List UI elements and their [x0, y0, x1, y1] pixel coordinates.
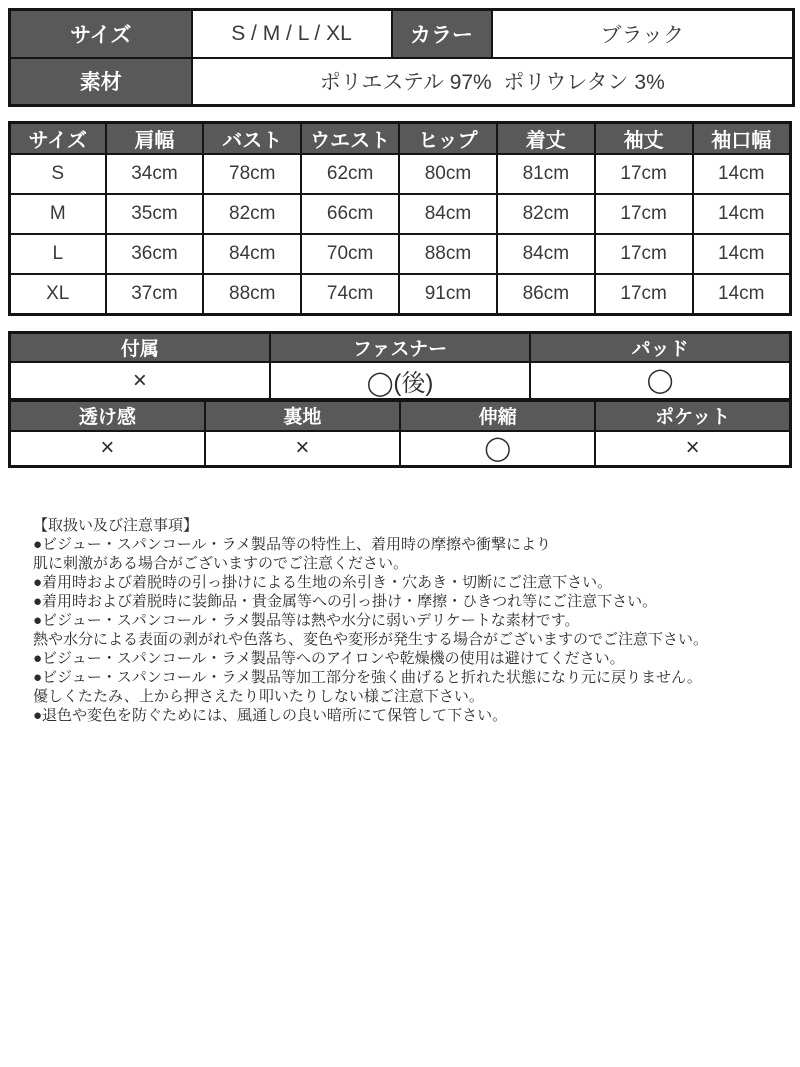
cell: 14cm: [693, 194, 791, 234]
col-header-shoulder: 肩幅: [106, 123, 204, 155]
header-pocket: ポケット: [595, 401, 790, 431]
note-line: ●着用時および着脱時の引っ掛けによる生地の糸引き・穴あき・切断にご注意下さい。: [33, 574, 613, 591]
header-fastener: ファスナー: [270, 332, 530, 362]
header-lining: 裏地: [205, 401, 400, 431]
cell: 17cm: [595, 274, 693, 314]
material-value-cell: ポリエステル 97% ポリウレタン 3%: [192, 58, 794, 106]
table-row-size-l: [10, 234, 791, 274]
value-lining: ×: [205, 431, 400, 467]
cell: 78cm: [203, 154, 301, 194]
cell: M: [10, 194, 106, 234]
header-pad: パッド: [530, 332, 790, 362]
color-value-cell: ブラック: [492, 10, 794, 58]
features2-header-row: [10, 401, 791, 431]
cell: 82cm: [203, 194, 301, 234]
cell: 91cm: [399, 274, 497, 314]
note-line: ●ビジュー・スパンコール・ラメ製品等の特性上、着用時の摩擦や衝撃により: [33, 536, 552, 553]
features1-value-row: [10, 362, 791, 400]
cell: 86cm: [497, 274, 595, 314]
col-header-length: 着丈: [497, 123, 595, 155]
size-label-cell: サイズ: [10, 10, 192, 58]
value-fastener: ◯(後): [270, 362, 530, 400]
spec-row-size-color: [10, 10, 794, 58]
size-value-cell: S / M / L / XL: [192, 10, 392, 58]
col-header-size: サイズ: [10, 123, 106, 155]
cell: 84cm: [497, 234, 595, 274]
note-line: ●退色や変色を防ぐためには、風通しの良い暗所にて保管して下さい。: [33, 707, 508, 724]
care-notes: [8, 516, 792, 725]
col-header-waist: ウエスト: [301, 123, 399, 155]
value-pad: ◯: [530, 362, 790, 400]
measurements-header-row: [10, 123, 791, 155]
value-sheerness: ×: [10, 431, 205, 467]
note-line: ●ビジュー・スパンコール・ラメ製品等へのアイロンや乾燥機の使用は避けてください。: [33, 650, 625, 667]
col-header-hip: ヒップ: [399, 123, 497, 155]
color-label-cell: カラー: [392, 10, 492, 58]
header-stretch: 伸縮: [400, 401, 595, 431]
cell: 14cm: [693, 154, 791, 194]
cell: 35cm: [106, 194, 204, 234]
table-row-size-xl: [10, 274, 791, 314]
note-line: 優しくたたみ、上から押さえたり叩いたりしない様ご注意下さい。: [33, 688, 484, 705]
cell: 66cm: [301, 194, 399, 234]
value-pocket: ×: [595, 431, 790, 467]
note-line: ●ビジュー・スパンコール・ラメ製品等加工部分を強く曲げると折れた状態になり元に戻りません。: [33, 669, 702, 686]
cell: 17cm: [595, 194, 693, 234]
features-table-1: [8, 331, 792, 402]
care-notes-title: 【取扱い及び注意事項】: [33, 517, 199, 534]
value-accessory: ×: [10, 362, 270, 400]
cell: S: [10, 154, 106, 194]
cell: 17cm: [595, 234, 693, 274]
header-sheerness: 透け感: [10, 401, 205, 431]
table-row-size-s: [10, 154, 791, 194]
cell: L: [10, 234, 106, 274]
note-line: 肌に刺激がある場合がございますのでご注意ください。: [33, 555, 409, 572]
cell: 14cm: [693, 274, 791, 314]
cell: 34cm: [106, 154, 204, 194]
table-row-size-m: [10, 194, 791, 234]
features1-header-row: [10, 332, 791, 362]
cell: 36cm: [106, 234, 204, 274]
cell: 84cm: [399, 194, 497, 234]
cell: 14cm: [693, 234, 791, 274]
col-header-sleeve: 袖丈: [595, 123, 693, 155]
features-table-2: [8, 399, 792, 468]
cell: 74cm: [301, 274, 399, 314]
cell: 82cm: [497, 194, 595, 234]
measurements-table: [8, 121, 792, 316]
note-line: ●着用時および着脱時に装飾品・貴金属等への引っ掛け・摩擦・ひきつれ等にご注意下さい。: [33, 593, 658, 610]
material-label-cell: 素材: [10, 58, 192, 106]
spec-table: [8, 8, 795, 107]
value-stretch: ◯: [400, 431, 595, 467]
features2-value-row: [10, 431, 791, 467]
cell: XL: [10, 274, 106, 314]
note-line: ●ビジュー・スパンコール・ラメ製品等は熱や水分に弱いデリケートな素材です。: [33, 612, 580, 629]
header-accessory: 付属: [10, 332, 270, 362]
cell: 37cm: [106, 274, 204, 314]
cell: 62cm: [301, 154, 399, 194]
cell: 84cm: [203, 234, 301, 274]
note-line: 熱や水分による表面の剥がれや色落ち、変色や変形が発生する場合がございますのでご注意下さい。: [33, 631, 709, 648]
cell: 81cm: [497, 154, 595, 194]
spec-row-material: [10, 58, 794, 106]
col-header-cuff: 袖口幅: [693, 123, 791, 155]
cell: 17cm: [595, 154, 693, 194]
cell: 70cm: [301, 234, 399, 274]
col-header-bust: バスト: [203, 123, 301, 155]
cell: 80cm: [399, 154, 497, 194]
cell: 88cm: [203, 274, 301, 314]
cell: 88cm: [399, 234, 497, 274]
